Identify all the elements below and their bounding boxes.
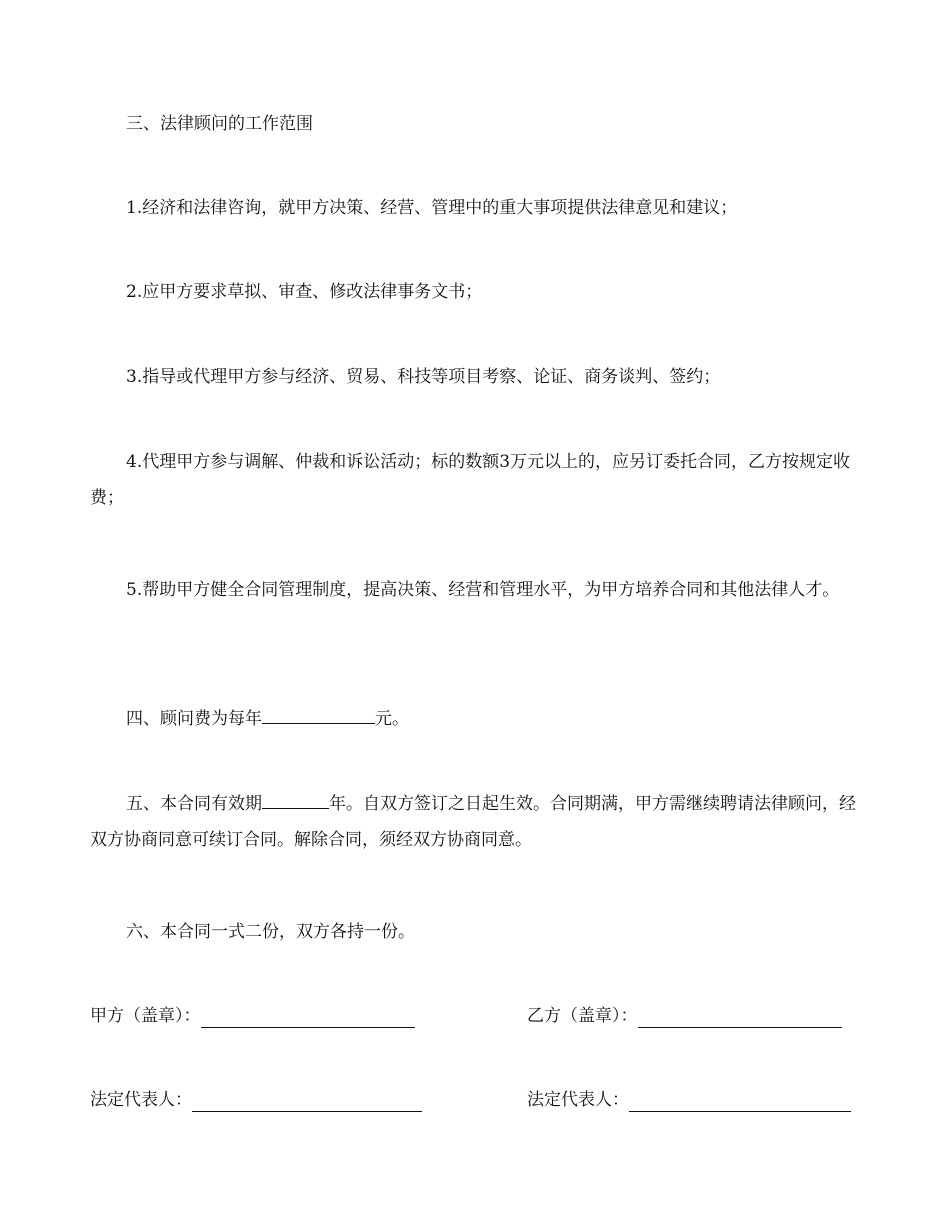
scope-item-1: 1.经济和法律咨询，就甲方决策、经营、管理中的重大事项提供法律意见和建议； xyxy=(126,198,738,218)
section-6-copies: 六、本合同一式二份，双方各持一份。 xyxy=(126,922,415,942)
fee-blank-field xyxy=(262,705,375,724)
party-b-seal-label: 乙方（盖章）： xyxy=(527,1006,638,1026)
party-b-rep-row xyxy=(527,1088,851,1112)
term-prefix: 五、本合同有效期 xyxy=(126,794,262,814)
term-blank-field xyxy=(262,790,329,809)
scope-item-3: 3.指导或代理甲方参与经济、贸易、科技等项目考察、论证、商务谈判、签约； xyxy=(126,367,721,387)
section-5-term xyxy=(90,786,865,858)
party-b-seal-row xyxy=(527,1004,842,1028)
party-a-rep-label: 法定代表人： xyxy=(90,1090,192,1110)
scope-item-4: 4.代理甲方参与调解、仲裁和诉讼活动；标的数额3万元以上的，应另订委托合同，乙方按规定收费； xyxy=(90,452,851,508)
party-a-seal-line xyxy=(201,1009,415,1028)
party-b-rep-label: 法定代表人： xyxy=(527,1090,629,1110)
term-suffix: 年。自双方签订之日起生效。合同期满，甲方需继续聘请法律顾问，经双方协商同意可续订合同。解除合同，须经双方协商同意。 xyxy=(90,794,856,850)
party-a-rep-line xyxy=(192,1093,422,1112)
scope-item-2: 2.应甲方要求草拟、审查、修改法律事务文书； xyxy=(126,282,483,302)
fee-prefix: 四、顾问费为每年 xyxy=(126,709,262,729)
party-b-seal-line xyxy=(638,1009,842,1028)
party-a-seal-row xyxy=(90,1004,415,1028)
party-a-seal-label: 甲方（盖章）： xyxy=(90,1006,201,1026)
section-4-fee xyxy=(90,701,865,737)
section-3-heading: 三、法律顾问的工作范围 xyxy=(126,114,313,134)
party-a-rep-row xyxy=(90,1088,422,1112)
party-b-rep-line xyxy=(629,1093,851,1112)
fee-suffix: 元。 xyxy=(375,709,409,729)
scope-item-5: 5.帮助甲方健全合同管理制度，提高决策、经营和管理水平，为甲方培养合同和其他法律人才。 xyxy=(126,580,840,600)
